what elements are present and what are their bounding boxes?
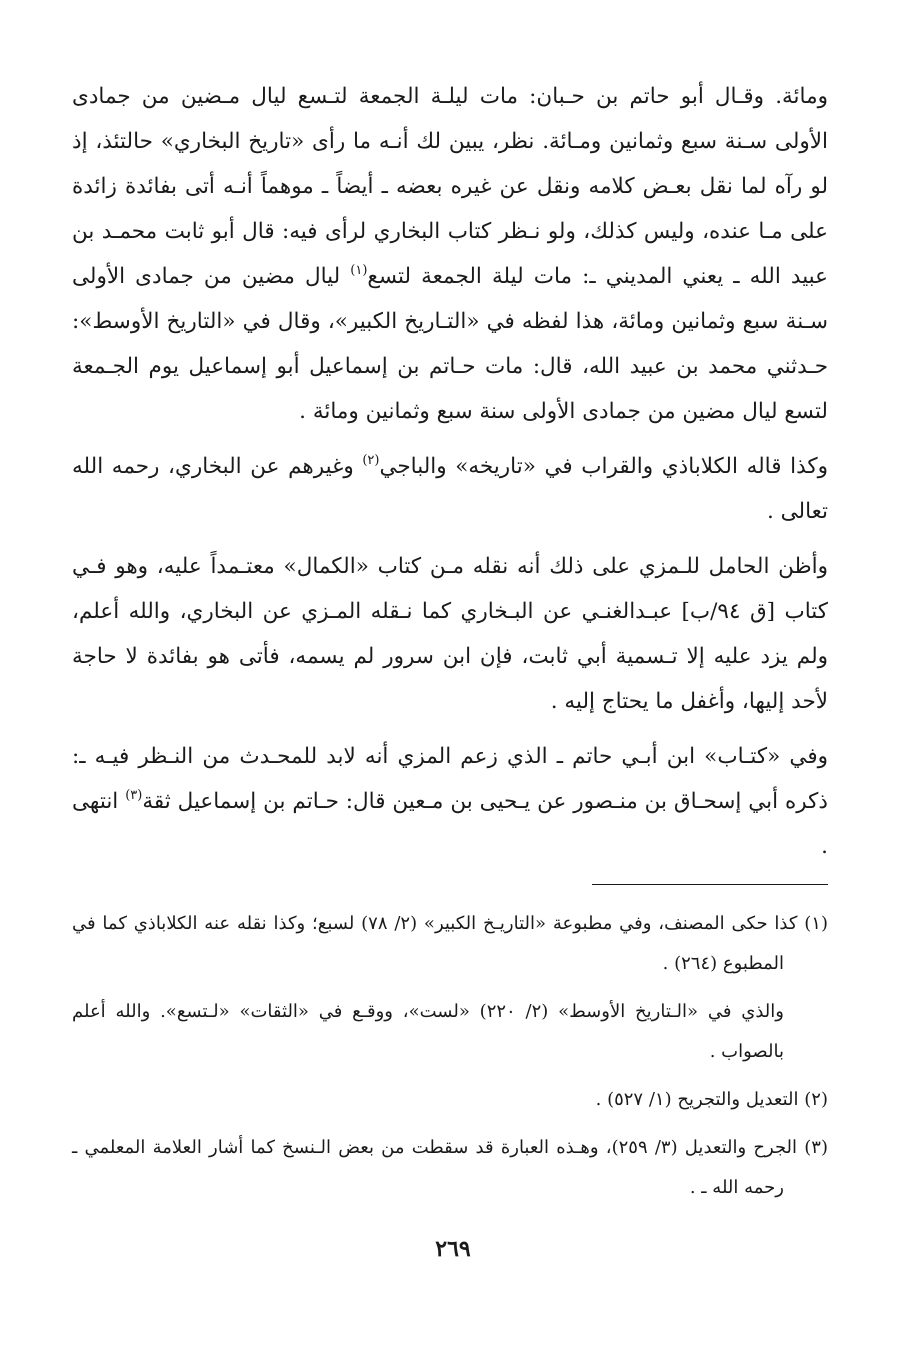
paragraph-1-text-b: ليال مضين من جمادى الأولى سـنة سبع وثمانين ومائة، هذا لفظه في «التـاريخ الكبير»، وقال في «التاريخ الأوسط»: حـدثني محمد بن عبيد الله، قال: مات حـاتم بن إسماعيل أبو إسماعيل يوم الجـمعة لتسع ليال مضين من جمادى الأولى سنة سبع وثمانين ومائة . (72, 264, 828, 424)
paragraph-2 (72, 444, 828, 534)
footnote-1-number: (١) (804, 913, 828, 934)
paragraph-3-text: وأظن الحامل للـمزي على ذلك أنه نقله مـن كتاب «الكمال» معتـمداً عليه، وهو فـي كتاب [ق ٩٤/ب] عبـدالغنـي عن البـخاري كما نـقله المـزي عن البخاري، والله أعلم، ولم يزد عليه إلا تـسمية أبي ثابت، فإن ابن سرور لم يسمه، فأتى هو بفائدة لا حاجة لأحد إليها، وأغفل ما يحتاج إليه . (72, 554, 828, 714)
footnote-1-text: كذا حكى المصنف، وفي مطبوعة «التاريـخ الكبير» (٢/ ٧٨) لسبع؛ وكذا نقله عنه الكلاباذي كما في المطبوع (٢٦٤) . (72, 913, 798, 974)
footnote-2-number: (٢) (804, 1089, 828, 1110)
footnote-3-text: الجرح والتعديل (٣/ ٢٥٩)، وهـذه العبارة قد سقطت من بعض الـنسخ كما أشار العلامة المعلمي ـ رحمه الله ـ . (72, 1137, 798, 1198)
footnotes (72, 904, 828, 1216)
footnote-1-continuation: والذي في «الـتاريخ الأوسط» (٢/ ٢٢٠) «لست»، ووقـع في «الثقات» «لـتسع». والله أعلم بالصواب . (72, 1001, 784, 1062)
paragraph-1-text-a: ومائة. وقـال أبو حاتم بن حـبان: مات ليلـة الجمعة لتـسع ليال مـضين من جمادى الأولى سـنة سبع وثمانين ومـائة. نظر، يبين لك أنـه ما رأى «تاريخ البخاري» حالتئذ، إذ لو رآه لما نقل بعـض كلامه ونقل عن غيره بعضه ـ أيضاً ـ موهماً أنـه أتى بفائدة زائدة على مـا عنده، وليس كذلك، ولو نـظر كتاب البخاري لرأى فيه: قال أبو ثابت محمـد بن عبيد الله ـ يعني المديني ـ: مات ليلة الجمعة لتسع (72, 84, 828, 289)
footnote-2 (72, 1080, 828, 1120)
footnote-separator (592, 884, 828, 885)
footnote-3 (72, 1128, 828, 1208)
paragraph-3 (72, 544, 828, 724)
footnote-marker-3: (٣) (125, 788, 143, 803)
paragraph-4-text-b: انتهى . (72, 789, 828, 859)
footnote-1 (72, 904, 828, 984)
footnote-marker-1: (١) (350, 263, 368, 278)
footnote-3-number: (٣) (804, 1137, 828, 1158)
main-text (72, 74, 828, 879)
paragraph-1 (72, 74, 828, 434)
paragraph-2-text-a: وكذا قاله الكلاباذي والقراب في «تاريخه» والباجي (379, 454, 828, 479)
footnote-marker-2: (٢) (362, 453, 380, 468)
paragraph-2-text-b: وغيرهم عن البخاري، رحمه الله تعالى . (72, 454, 828, 524)
paragraph-4-text-a: وفي «كتـاب» ابن أبـي حاتم ـ الذي زعم المزي أنه لابد للمحـدث من النـظر فيـه ـ: ذكره أبي إسحـاق بن منـصور عن يـحيى بن مـعين قال: حـاتم بن إسماعيل ثقة (72, 744, 829, 814)
footnote-2-text: التعديل والتجريح (١/ ٥٢٧) . (595, 1089, 799, 1110)
paragraph-4 (72, 734, 828, 869)
page-number: ٢٦٩ (435, 1236, 471, 1262)
